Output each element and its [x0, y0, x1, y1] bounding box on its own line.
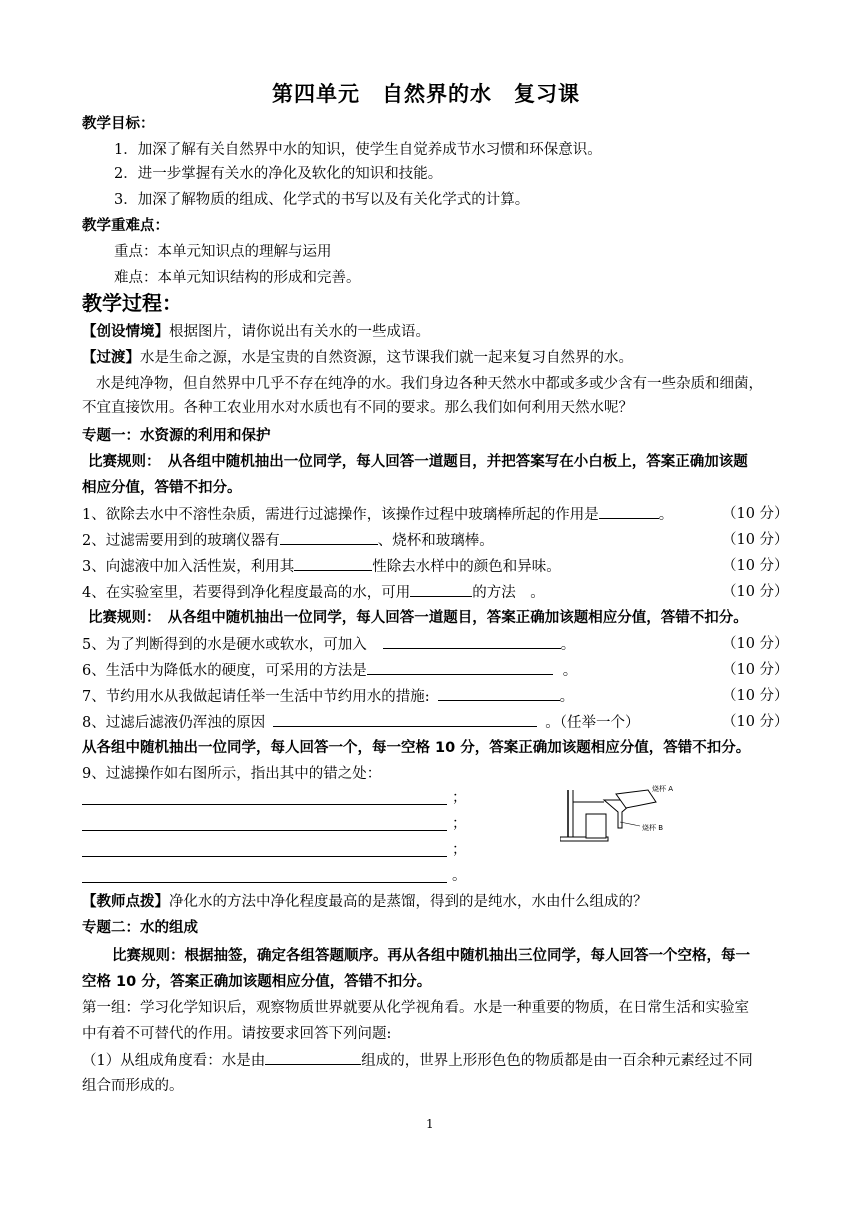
score: （10 分） — [722, 532, 789, 548]
group1-line: 中有着不可替代的作用。请按要求回答下列问题: — [82, 1026, 392, 1042]
transition-tag: 【过渡】 — [82, 350, 140, 366]
sub-question-1: （1）从组成角度看：水是由 组成的，世界上形形色色的物质都是由一百余种元素经过不同 — [82, 1050, 753, 1071]
answer-line[interactable] — [82, 830, 447, 831]
question-9: 9、过滤操作如右图所示，指出其中的错之处： — [82, 766, 382, 782]
score: （10 分） — [722, 558, 789, 574]
goal-item: 3．加深了解物质的组成、化学式的书写以及有关化学式的计算。 — [114, 192, 530, 208]
question-1: 1、欲除去水中不溶性杂质，需进行过滤操作，该操作过程中玻璃棒所起的作用是 。 — [82, 504, 673, 525]
teacher-tag: 【教师点拨】 — [82, 894, 169, 910]
topic1-heading: 专题一：水资源的利用和保护 — [82, 428, 271, 444]
question-4: 4、在实验室里，若要得到净化程度最高的水，可用 的方法 。 — [82, 582, 545, 603]
answer-line[interactable] — [82, 804, 447, 805]
keypoint-key: 重点：本单元知识点的理解与运用 — [114, 244, 332, 260]
answer-blank[interactable] — [273, 712, 537, 727]
transition-text: 水是生命之源，水是宝贵的自然资源，这节课我们就一起来复习自然界的水。 — [140, 350, 633, 366]
keypoint-hard: 难点：本单元知识结构的形成和完善。 — [114, 270, 361, 286]
teacher-text: 净化水的方法中净化程度最高的是蒸馏，得到的是纯水，水由什么组成的？ — [169, 894, 648, 910]
scene-line — [82, 322, 430, 342]
transition-line — [82, 348, 633, 368]
line-end-mark: 。 — [452, 868, 467, 884]
answer-line[interactable] — [82, 856, 447, 857]
rule1-line: 相应分值，答错不扣分。 — [82, 480, 242, 496]
rule1-line: 比赛规则： 从各组中随机抽出一位同学，每人回答一道题目，并把答案写在小白板上，答案正确加该题 — [88, 454, 748, 470]
answer-blank[interactable] — [383, 634, 561, 649]
answer-blank[interactable] — [265, 1050, 361, 1065]
process-heading: 教学过程： — [82, 291, 182, 315]
page-title: 第四单元 自然界的水 复习课 — [272, 82, 580, 106]
rule4-line: 空格 10 分，答案正确加该题相应分值，答错不扣分。 — [82, 974, 432, 990]
question-3: 3、向滤液中加入活性炭，利用其 性除去水样中的颜色和异味。 — [82, 556, 561, 577]
question-2: 2、过滤需要用到的玻璃仪器有 、烧杯和玻璃棒。 — [82, 530, 494, 551]
score: （10 分） — [722, 714, 789, 730]
keypoints-heading: 教学重难点： — [82, 218, 169, 234]
line-end-mark: ； — [452, 816, 467, 832]
score: （10 分） — [722, 662, 789, 678]
question-6: 6、生活中为降低水的硬度，可采用的方法是 。 — [82, 660, 577, 681]
paragraph-line: 不宜直接饮用。各种工农业用水对水质也有不同的要求。那么我们如何利用天然水呢？ — [82, 400, 633, 416]
paragraph-line: 水是纯净物，但自然界中几乎不存在纯净的水。我们身边各种天然水中都或多或少含有一些杂质和细菌， — [96, 376, 763, 392]
filtration-figure — [560, 782, 710, 842]
answer-blank[interactable] — [280, 530, 378, 545]
answer-blank[interactable] — [367, 660, 553, 675]
line-end-mark: ； — [452, 790, 467, 806]
figure-label: 烧杯 B — [642, 824, 664, 832]
score: （10 分） — [722, 636, 789, 652]
answer-blank[interactable] — [599, 504, 659, 519]
question-5: 5、为了判断得到的水是硬水或软水，可加入 。 — [82, 634, 575, 655]
teacher-line — [82, 892, 648, 912]
line-end-mark: ； — [452, 842, 467, 858]
scene-tag: 【创设情境】 — [82, 324, 169, 340]
question-7: 7、节约用水从我做起请任举一生活中节约用水的措施: 。 — [82, 686, 574, 707]
score: （10 分） — [722, 584, 789, 600]
figure-label: 烧杯 A — [652, 785, 674, 793]
rule4-line: 比赛规则：根据抽签，确定各组答题顺序。再从各组中随机抽出三位同学，每人回答一个空格，每一 — [112, 948, 750, 964]
score: （10 分） — [722, 506, 789, 522]
sub-question-1-cont: 组合而形成的。 — [82, 1078, 184, 1094]
page-number: 1 — [426, 1117, 434, 1131]
goal-item: 2．进一步掌握有关水的净化及软化的知识和技能。 — [114, 166, 443, 182]
group1-line: 第一组：学习化学知识后，观察物质世界就要从化学视角看。水是一种重要的物质，在日常生活和实验室 — [82, 1000, 749, 1016]
answer-blank[interactable] — [438, 686, 560, 701]
scene-text: 根据图片，请你说出有关水的一些成语。 — [169, 324, 430, 340]
answer-blank[interactable] — [410, 582, 472, 597]
score: （10 分） — [722, 688, 789, 704]
goal-item: 1．加深了解有关自然界中水的知识，使学生自觉养成节水习惯和环保意识。 — [114, 142, 602, 158]
question-8: 8、过滤后滤液仍浑浊的原因 。（任举一个） — [82, 712, 639, 733]
rule3-line: 从各组中随机抽出一位同学，每人回答一个，每一空格 10 分，答案正确加该题相应分值，答错不扣分。 — [82, 740, 751, 756]
topic2-heading: 专题二：水的组成 — [82, 920, 198, 936]
goals-heading: 教学目标： — [82, 116, 155, 132]
rule2-line: 比赛规则： 从各组中随机抽出一位同学，每人回答一道题目，答案正确加该题相应分值，答错不扣分。 — [88, 610, 748, 626]
answer-line[interactable] — [82, 882, 447, 883]
answer-blank[interactable] — [294, 556, 372, 571]
